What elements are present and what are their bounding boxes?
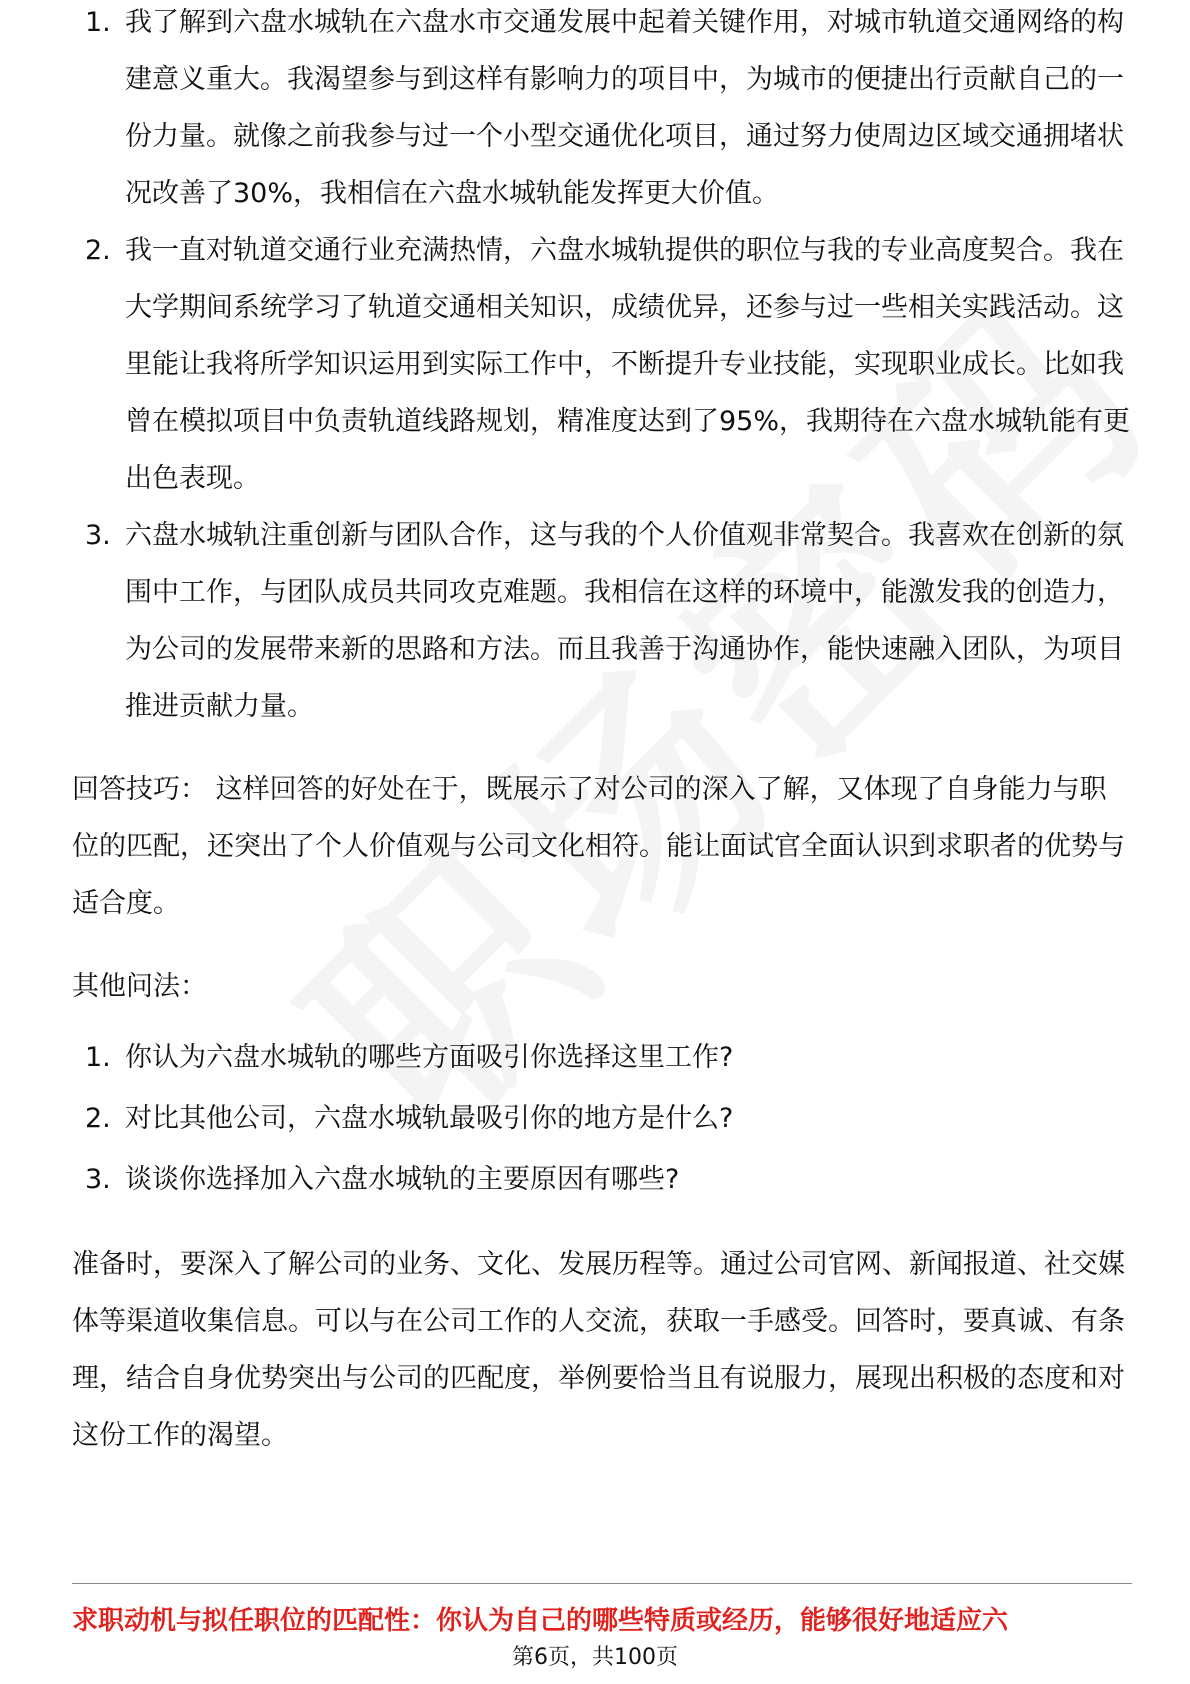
page-content [72, 7, 1132, 1464]
list-item-text: 我了解到六盘水城轨在六盘水市交通发展中起着关键作用，对城市轨道交通网络的构建意义重大。我渴望参与到这样有影响力的项目中，为城市的便捷出行贡献自己的一份力量。就像之前我参与过一个小型交通优化项目，通过努力使周边区域交通拥堵状况改善了30%，我相信在六盘水城轨能发挥更大价值。 [125, 7, 1124, 209]
answer-tips: 回答技巧： 这样回答的好处在于，既展示了对公司的深入了解，又体现了自身能力与职位的匹配，还突出了个人价值观与公司文化相符。能让面试官全面认识到求职者的优势与适合度。 [72, 774, 1125, 919]
next-question-title: 求职动机与拟任职位的匹配性：你认为自己的哪些特质或经历，能够很好地适应六 [72, 1606, 1009, 1636]
list-item [72, 1088, 1132, 1149]
preparation-advice: 准备时，要深入了解公司的业务、文化、发展历程等。通过公司官网、新闻报道、社交媒体等渠道收集信息。可以与在公司工作的人交流，获取一手感受。回答时，要真诚、有条理，结合自身优势突出与公司的匹配度，举例要恰当且有说服力，展现出积极的态度和对这份工作的渴望。 [72, 1249, 1125, 1451]
list-item-text: 六盘水城轨注重创新与团队合作，这与我的个人价值观非常契合。我喜欢在创新的氛围中工作，与团队成员共同攻克难题。我相信在这样的环境中，能激发我的创造力，为公司的发展带来新的思路和方法。而且我善于沟通协作，能快速融入团队，为项目推进贡献力量。 [125, 520, 1124, 722]
answer-list [72, 0, 1132, 735]
list-item [72, 222, 1132, 507]
list-number: 1. [85, 1042, 111, 1073]
page-number: 第6页，共100页 [512, 1645, 678, 1670]
list-number: 3. [85, 520, 111, 551]
list-item-text: 你认为六盘水城轨的哪些方面吸引你选择这里工作? [125, 1042, 734, 1073]
list-item [72, 507, 1132, 735]
list-item-text: 谈谈你选择加入六盘水城轨的主要原因有哪些? [125, 1164, 680, 1195]
list-item-text: 对比其他公司，六盘水城轨最吸引你的地方是什么? [125, 1103, 734, 1134]
list-item-text: 我一直对轨道交通行业充满热情，六盘水城轨提供的职位与我的专业高度契合。我在大学期间系统学习了轨道交通相关知识，成绩优异，还参与过一些相关实践活动。这里能让我将所学知识运用到实际工作中，不断提升专业技能，实现职业成长。比如我曾在模拟项目中负责轨道线路规划，精准度达到了95%，我期待在六盘水城轨能有更出色表现。 [125, 235, 1131, 494]
other-questions-list [72, 1027, 1132, 1210]
list-number: 3. [85, 1164, 111, 1195]
list-item [72, 1027, 1132, 1088]
footer-divider [72, 1583, 1132, 1584]
other-questions-label: 其他问法： [72, 971, 207, 1002]
list-item [72, 1149, 1132, 1210]
list-number: 2. [85, 1103, 111, 1134]
list-number: 2. [85, 235, 111, 266]
list-number: 1. [85, 7, 111, 38]
list-item [72, 0, 1132, 222]
